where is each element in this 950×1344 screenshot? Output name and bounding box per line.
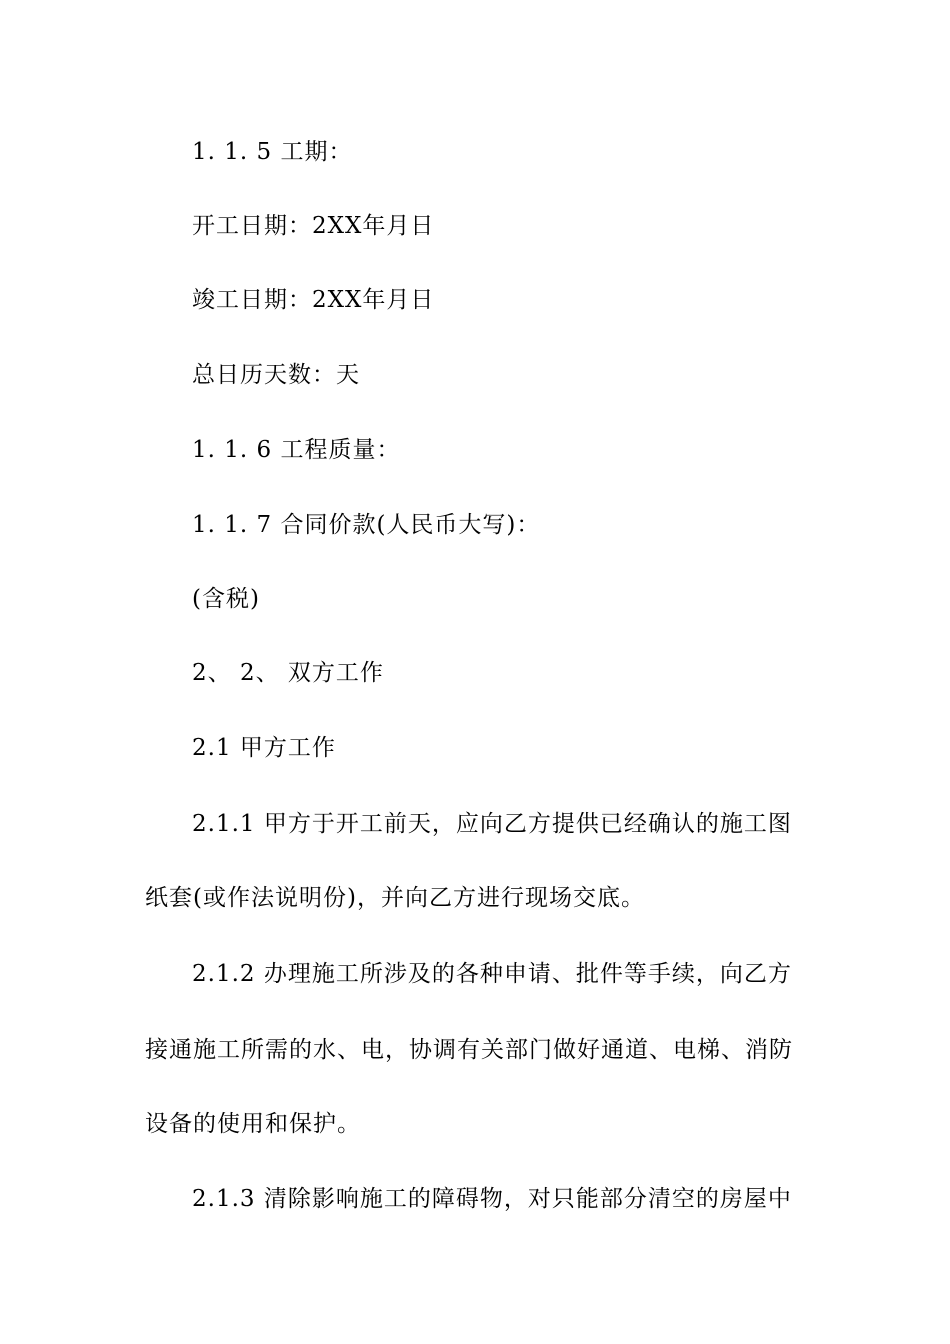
clause-2-1-3-line-1: 2.1.3 清除影响施工的障碍物，对只能部分清空的房屋中 bbox=[192, 1186, 792, 1212]
clause-2-1-2-line-3: 设备的使用和保护。 bbox=[145, 1111, 361, 1137]
clause-2-1-2-line-2: 接通施工所需的水、电，协调有关部门做好通道、电梯、消防 bbox=[145, 1037, 793, 1063]
clause-2-1-1-line-1: 2.1.1 甲方于开工前天，应向乙方提供已经确认的施工图 bbox=[192, 811, 792, 837]
total-days-line: 总日历天数：天 bbox=[192, 362, 360, 388]
start-date-line: 开工日期：2XX年月日 bbox=[192, 213, 435, 239]
completion-date-line: 竣工日期：2XX年月日 bbox=[192, 287, 435, 313]
clause-1-1-6: 1. 1. 6 工程质量： bbox=[192, 437, 401, 463]
clause-1-1-5: 1. 1. 5 工期： bbox=[192, 139, 353, 165]
section-2-heading: 2、 2、 双方工作 bbox=[192, 660, 384, 686]
clause-2-1-1-line-2: 纸套(或作法说明份)，并向乙方进行现场交底。 bbox=[145, 885, 645, 911]
clause-2-1-2-line-1: 2.1.2 办理施工所涉及的各种申请、批件等手续，向乙方 bbox=[192, 961, 792, 987]
tax-included-note: (含税) bbox=[192, 586, 260, 612]
section-2-1-heading: 2.1 甲方工作 bbox=[192, 735, 336, 761]
clause-1-1-7: 1. 1. 7 合同价款(人民币大写)： bbox=[192, 512, 541, 538]
